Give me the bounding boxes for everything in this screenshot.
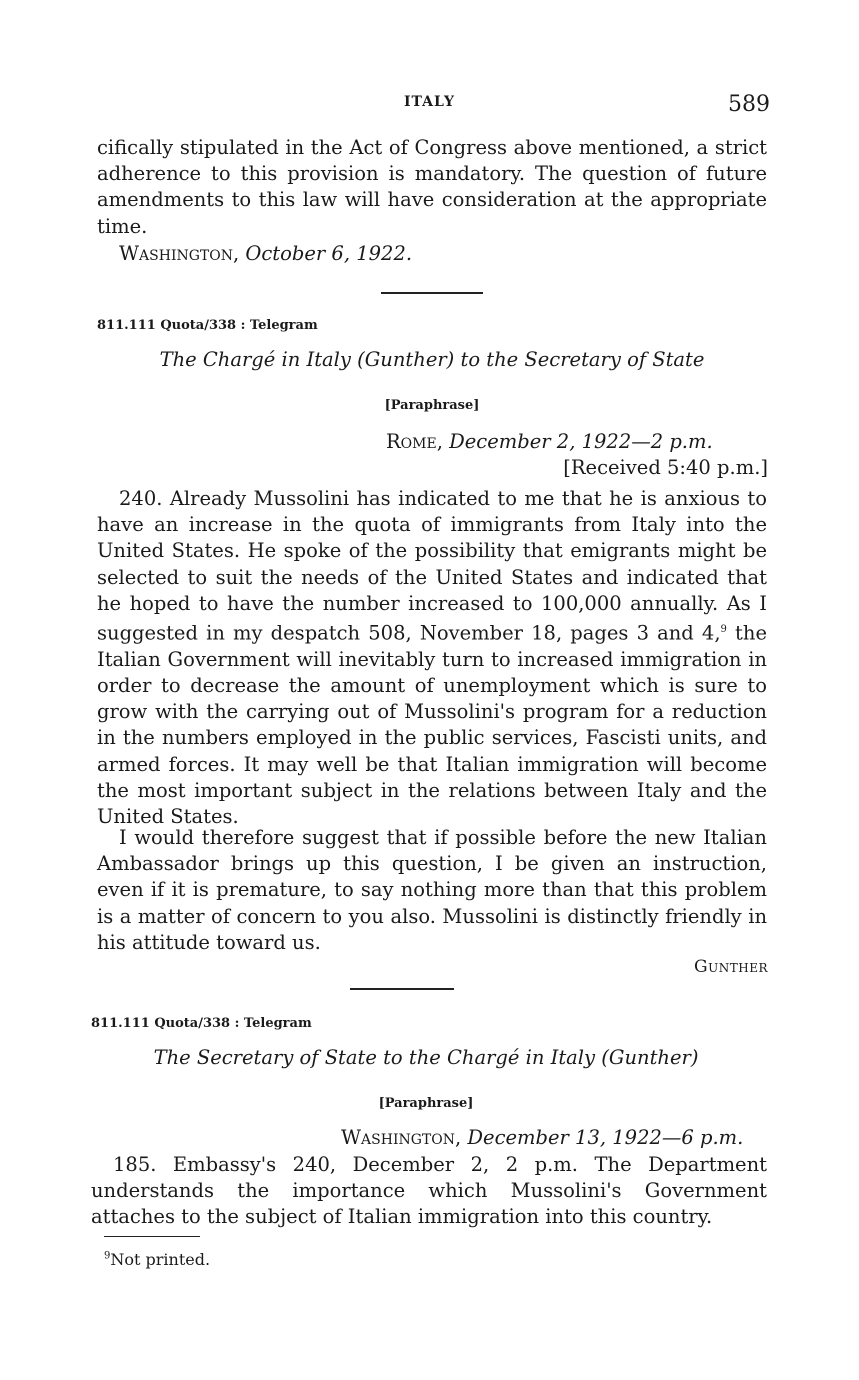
doc3-paragraph-1: 185. Embassy's 240, December 2, 2 p.m. The Department understands the importance which Mussolini's Government attaches to the subject of Italian immigration into this country.: [91, 1153, 767, 1229]
footnote: [104, 1250, 210, 1269]
doc1-place: Washington: [119, 242, 233, 265]
running-title: ITALY: [403, 94, 455, 110]
doc2-para1-rest: the Italian Government will inevitably turn to increased immigration in order to decrease the amount of unemployment which is sure to grow with the carrying out of Mussolini's program for a reduction in the numbers employed in the public services, Fascisti units, and armed forces. It may well be that Italian immigration will become the most important subject in the relations between Italy and the United States.: [97, 621, 767, 828]
doc2-signature: Gunther: [694, 957, 768, 977]
doc2-paraphrase-label: [Paraphrase]: [384, 398, 480, 413]
footnote-mark: 9: [104, 1250, 111, 1262]
section-divider: [381, 292, 483, 294]
page-number: 589: [728, 92, 770, 117]
doc3-heading: The Secretary of State to the Chargé in Italy (Gunther): [153, 1046, 699, 1069]
doc2-received: [Received 5:40 p.m.]: [563, 456, 768, 479]
doc1-date: October 6, 1922.: [245, 242, 413, 265]
doc2-paragraph-1: [97, 486, 767, 830]
continuation-paragraph: cifically stipulated in the Act of Congress above mentioned, a strict adherence to this provision is mandatory. The question of future amendments to this law will have consideration at the appropriate time.: [97, 136, 767, 238]
doc3-place: Washington: [341, 1126, 455, 1149]
doc3-date: December 13, 1922—6 p.m.: [467, 1126, 744, 1149]
doc1-dateline: Washington, October 6, 1922.: [119, 242, 413, 265]
doc2-paragraph-2: I would therefore suggest that if possible before the new Italian Ambassador brings up this question, I be given an instruction, even if it is premature, to say nothing more than that this problem is a matter of concern to you also. Mussolini is distinctly friendly in his attitude toward us.: [97, 826, 767, 954]
doc3-file-reference: 811.111 Quota/338 : Telegram: [91, 1016, 312, 1031]
footnote-text: Not printed.: [110, 1250, 211, 1269]
doc2-dateline: Rome, December 2, 1922—2 p.m.: [386, 430, 713, 453]
doc2-date: December 2, 1922—2 p.m.: [449, 430, 713, 453]
doc2-file-reference: 811.111 Quota/338 : Telegram: [97, 318, 318, 333]
doc2-place: Rome: [386, 430, 437, 453]
running-head: [0, 92, 859, 116]
section-divider: [350, 988, 454, 990]
doc3-paraphrase-label: [Paraphrase]: [378, 1096, 474, 1111]
doc3-dateline: Washington, December 13, 1922—6 p.m.: [341, 1126, 744, 1149]
doc2-para1-text: 240. Already Mussolini has indicated to me that he is anxious to have an increase in the quota of immigrants from Italy into the United States. He spoke of the possibility that emigrants might be selected to suit the needs of the United States and indicated that he hoped to have the number increased to 100,000 annually. As I suggested in my despatch 508, November 18, pages 3 and 4,: [97, 487, 767, 645]
doc2-heading: The Chargé in Italy (Gunther) to the Secretary of State: [159, 348, 705, 371]
footnote-rule: [104, 1236, 200, 1237]
footnote-reference: 9: [720, 624, 727, 636]
